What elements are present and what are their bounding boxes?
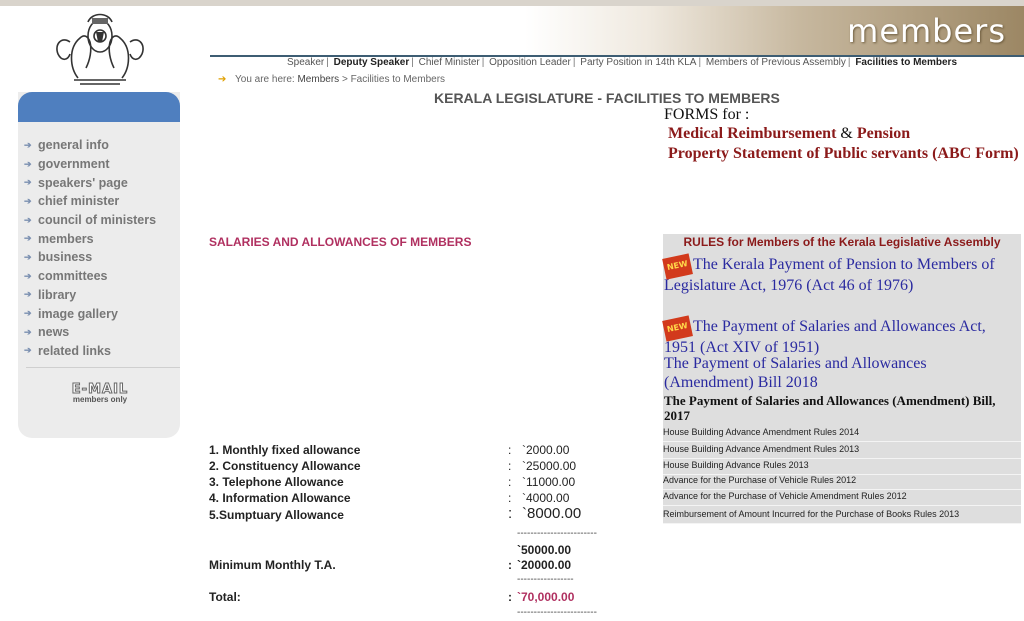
arrow-bullet-icon: ➔ — [24, 195, 32, 206]
rule-small-item[interactable]: Reimbursement of Amount Incurred for the Purchase of Books Rules 2013 — [663, 507, 1021, 524]
subtotal-value: `50000.00 — [517, 543, 572, 557]
sidebar-menu — [24, 136, 156, 360]
sidebar-item-label: chief minister — [38, 194, 120, 209]
total-value: : `70,000.00 — [508, 590, 575, 604]
email-sublabel: members only — [72, 395, 128, 404]
ta-label: Minimum Monthly T.A. — [209, 558, 336, 572]
forms-heading: FORMS for : — [664, 106, 750, 123]
arrow-bullet-icon: ➔ — [24, 139, 32, 150]
sidebar-item-chief-minister[interactable] — [24, 192, 156, 211]
salary-row-label: 2. Constituency Allowance — [209, 459, 361, 473]
sidebar-item-members[interactable] — [24, 229, 156, 248]
nav-separator: | — [326, 57, 329, 68]
nav-previous-members[interactable]: Members of Previous Assembly — [705, 57, 846, 68]
arrow-bullet-icon: ➔ — [24, 251, 32, 262]
nav-deputy-speaker[interactable]: Deputy Speaker — [333, 57, 410, 68]
rule-small-item[interactable]: Advance for the Purchase of Vehicle Rules 2012 — [663, 473, 1021, 490]
rule-small-item[interactable]: House Building Advance Amendment Rules 2014 — [663, 425, 1021, 442]
breadcrumb — [218, 74, 445, 85]
rules-title: RULES for Members of the Kerala Legislative Assembly — [683, 235, 1001, 249]
nav-separator: | — [481, 57, 485, 68]
email-members-button[interactable] — [60, 382, 140, 404]
arrow-bullet-icon: ➔ — [24, 345, 32, 356]
arrow-bullet-icon: ➔ — [24, 308, 32, 319]
sidebar-item-label: general info — [38, 138, 109, 153]
sidebar-item-related-links[interactable] — [24, 342, 156, 361]
nav-separator: | — [698, 57, 702, 68]
sidebar-item-label: government — [38, 157, 110, 172]
nav-separator: | — [572, 57, 576, 68]
sidebar-divider — [26, 367, 180, 368]
nav-chief-minister[interactable]: Chief Minister — [418, 57, 480, 68]
arrow-bullet-icon: ➔ — [24, 289, 32, 300]
salary-row-label: 3. Telephone Allowance — [209, 475, 344, 489]
sidebar-item-business[interactable] — [24, 248, 156, 267]
sidebar-item-label: speakers' page — [38, 175, 128, 190]
breadcrumb-current: Facilities to Members — [350, 74, 446, 85]
nav-party-position[interactable]: Party Position in 14th KLA — [580, 57, 697, 68]
separator-line: ------------------------ — [517, 528, 597, 539]
arrow-bullet-icon: ➔ — [24, 270, 32, 281]
arrow-bullet-icon: ➔ — [24, 214, 32, 225]
rule-link-label: The Kerala Payment of Pension to Members of Legislature Act, 1976 (Act 46 of 1976) — [664, 256, 995, 294]
salary-row-value: : `4000.00 — [508, 491, 570, 505]
nav-opposition-leader[interactable]: Opposition Leader — [489, 57, 571, 68]
property-statement-label: Property Statement of Public servants (ABC Form) — [668, 145, 1019, 162]
arrow-bullet-icon: ➔ — [24, 233, 32, 244]
separator-line-bottom: ------------------------ — [517, 607, 597, 618]
sidebar-item-label: library — [38, 287, 77, 302]
rule-link-salaries-act[interactable] — [664, 318, 1019, 357]
salary-row-value: : `25000.00 — [508, 459, 577, 473]
salary-row-value: : `2000.00 — [508, 443, 570, 457]
top-navigation — [287, 57, 957, 68]
sidebar-item-label: members — [38, 231, 94, 246]
sidebar-item-label: business — [38, 250, 93, 265]
rule-link-pension-act[interactable] — [664, 256, 1019, 295]
arrow-bullet-icon: ➔ — [24, 326, 32, 337]
rule-small-item[interactable]: House Building Advance Rules 2013 — [663, 458, 1021, 475]
sidebar-item-label: related links — [38, 343, 111, 358]
rule-item-amendment-2017[interactable]: The Payment of Salaries and Allowances (Amendment) Bill, 2017 — [664, 393, 996, 423]
new-badge-icon: NEW — [662, 315, 693, 341]
sidebar-item-government[interactable] — [24, 155, 156, 174]
total-label: Total: — [209, 590, 241, 604]
sidebar-item-council-of-ministers[interactable] — [24, 211, 156, 230]
breadcrumb-members-link[interactable]: Members — [297, 74, 340, 85]
nav-separator: | — [847, 57, 851, 68]
forms-ampersand: & — [840, 125, 853, 142]
salary-row-value: : `11000.00 — [508, 475, 576, 489]
sidebar-item-label: image gallery — [38, 306, 118, 321]
kerala-emblem-logo — [40, 8, 160, 90]
sidebar-item-label: news — [38, 325, 70, 340]
salary-row-value: : `8000.00 — [508, 505, 582, 522]
forms-line-1 — [664, 125, 910, 143]
ta-value: : `20000.00 — [508, 558, 572, 572]
banner-title: members — [847, 12, 1006, 50]
arrow-bullet-icon: ➔ — [24, 177, 32, 188]
salary-row-label: 4. Information Allowance — [209, 491, 351, 505]
medical-reimbursement-link[interactable]: Medical Reimbursement — [668, 125, 837, 142]
pension-link[interactable]: Pension — [856, 125, 911, 142]
separator-line-short: ----------------- — [517, 574, 574, 585]
nav-separator: | — [411, 57, 414, 68]
salaries-title: SALARIES AND ALLOWANCES OF MEMBERS — [209, 235, 472, 249]
new-badge-icon: NEW — [662, 253, 693, 279]
email-label: E-MAIL — [71, 382, 129, 397]
rule-small-item[interactable]: House Building Advance Amendment Rules 2013 — [663, 442, 1021, 459]
rule-link-amendment-2018[interactable]: The Payment of Salaries and Allowances (Amendment) Bill 2018 — [664, 355, 927, 391]
sidebar-item-news[interactable] — [24, 323, 156, 342]
sidebar-item-general-info[interactable] — [24, 136, 156, 155]
sidebar-item-committees[interactable] — [24, 267, 156, 286]
nav-facilities[interactable]: Facilities to Members — [855, 57, 958, 68]
sidebar-item-label: committees — [38, 269, 108, 284]
sidebar-item-speakers-page[interactable] — [24, 173, 156, 192]
breadcrumb-prefix: You are here: — [235, 74, 295, 85]
rule-link-label: The Payment of Salaries and Allowances Act, 1951 (Act XIV of 1951) — [664, 318, 986, 356]
arrow-right-icon: ➔ — [218, 74, 227, 85]
sidebar-item-image-gallery[interactable] — [24, 304, 156, 323]
property-statement-link[interactable] — [664, 145, 1024, 163]
salary-row-label: 1. Monthly fixed allowance — [209, 443, 361, 457]
page-title: KERALA LEGISLATURE - FACILITIES TO MEMBERS — [434, 90, 780, 106]
breadcrumb-separator: > — [341, 74, 348, 85]
sidebar-item-library[interactable] — [24, 286, 156, 305]
rule-small-item[interactable]: Advance for the Purchase of Vehicle Amendment Rules 2012 — [663, 489, 1021, 506]
sidebar-header — [18, 92, 180, 122]
arrow-bullet-icon: ➔ — [24, 158, 32, 169]
salary-row-label: 5.Sumptuary Allowance — [209, 508, 344, 522]
nav-speaker[interactable]: Speaker — [287, 57, 325, 68]
sidebar-item-label: council of ministers — [38, 213, 157, 228]
